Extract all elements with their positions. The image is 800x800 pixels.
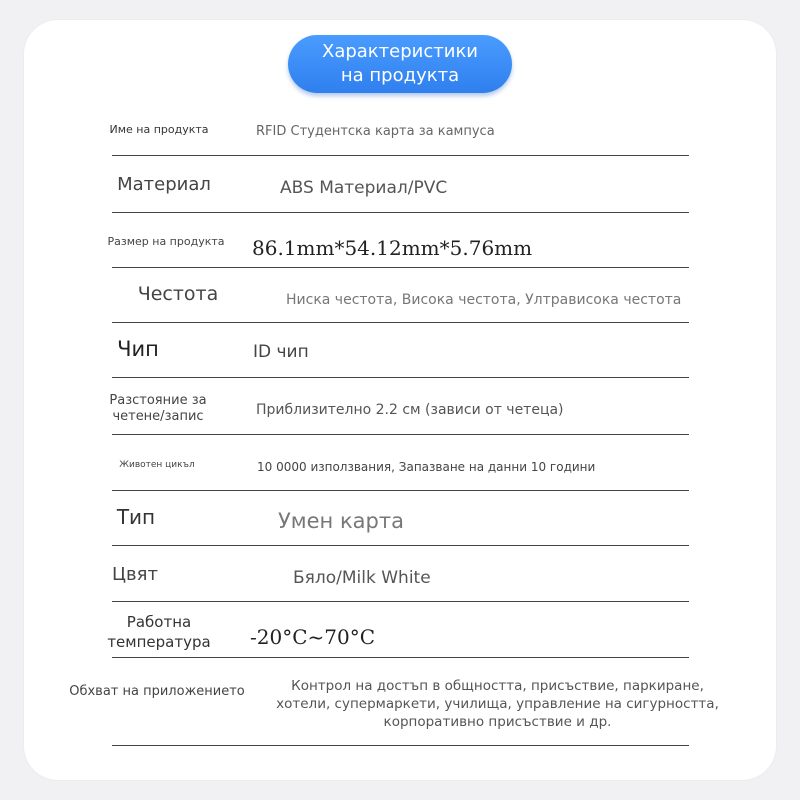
row-divider	[112, 377, 689, 378]
spec-value-lifecycle: 10 0000 използвания, Запазване на данни 10 години	[257, 460, 596, 474]
spec-value-material: ABS Материал/PVC	[280, 178, 448, 198]
spec-value-application-scope: Контрол на достъп в общността, присъствие, паркиране, хотели, супермаркети, училища, управление на сигурността, корпоративно присъствие и др.	[276, 678, 719, 730]
row-divider	[112, 155, 689, 156]
section-title-badge	[288, 35, 512, 93]
row-divider	[112, 267, 689, 268]
row-divider	[112, 212, 689, 213]
section-title: Характеристики на продукта	[321, 41, 479, 86]
spec-value-type: Умен карта	[278, 509, 404, 533]
spec-value-chip: ID чип	[253, 342, 309, 362]
spec-label-application-scope: Обхват на приложението	[69, 683, 245, 699]
spec-value-frequency: Ниска честота, Висока честота, Ултрависока честота	[286, 292, 682, 308]
spec-value-product-name: RFID Студентска карта за кампуса	[256, 123, 495, 139]
row-divider	[112, 601, 689, 602]
spec-value-operating-temperature: -20°C~70°C	[250, 625, 376, 649]
spec-label-lifecycle: Животен цикъл	[119, 460, 195, 470]
spec-value-size: 86.1mm*54.12mm*5.76mm	[252, 236, 533, 260]
spec-label-color: Цвят	[112, 563, 158, 585]
row-divider	[112, 490, 689, 491]
row-divider	[112, 434, 689, 435]
spec-label-frequency: Честота	[137, 283, 219, 305]
spec-value-read-distance: Приблизително 2.2 см (зависи от четеца)	[256, 402, 564, 418]
row-divider	[112, 657, 689, 658]
spec-value-color: Бяло/Milk White	[293, 568, 431, 588]
row-divider	[112, 545, 689, 546]
spec-label-chip: Чип	[117, 337, 159, 361]
row-divider	[112, 745, 689, 746]
spec-label-operating-temperature: Работна температура	[107, 613, 211, 651]
spec-label-type: Тип	[116, 505, 156, 529]
row-divider	[112, 322, 689, 323]
spec-label-material: Материал	[117, 173, 211, 195]
spec-label-size: Размер на продукта	[107, 234, 225, 248]
spec-label-product-name: Име на продукта	[109, 122, 209, 136]
spec-label-read-distance: Разстояние за четене/запис	[109, 393, 207, 424]
